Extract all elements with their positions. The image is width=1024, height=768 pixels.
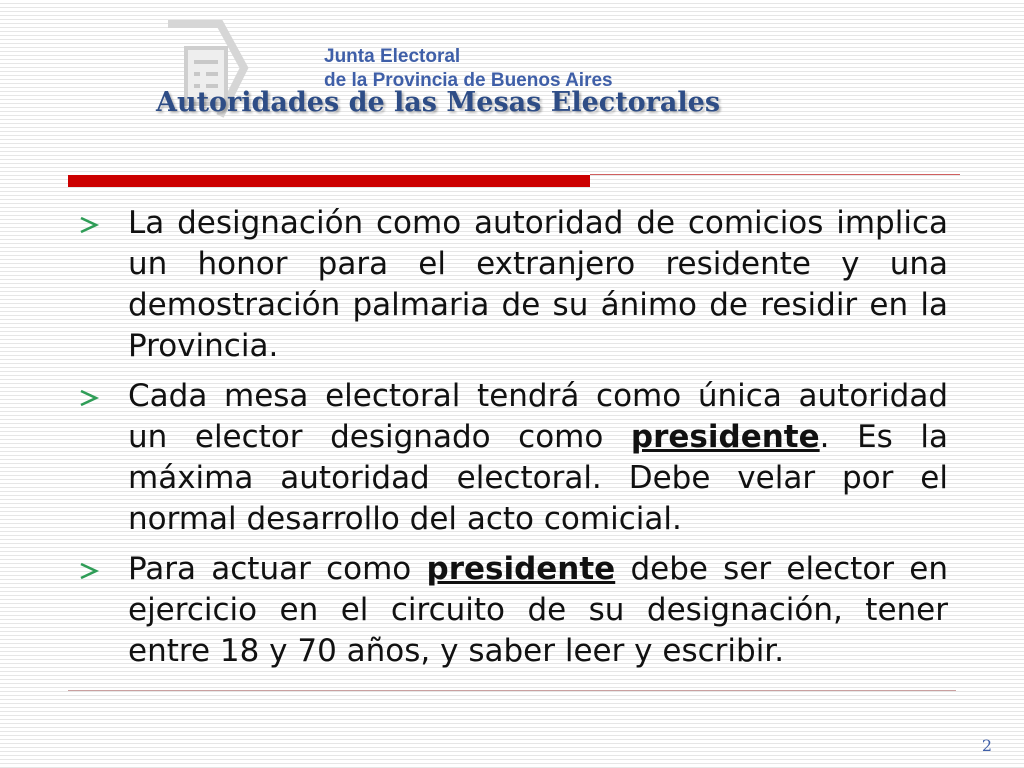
organization-name (324, 45, 613, 93)
emphasis-text: presidente (630, 419, 820, 455)
page-number: 2 (981, 736, 992, 755)
title-accent-bar (68, 175, 590, 187)
emphasis-text: presidente (426, 551, 616, 587)
bullet-text (128, 378, 948, 537)
slide-title: Autoridades de las Mesas Electorales (156, 87, 721, 118)
organization-name-line1: Junta Electoral (324, 46, 461, 67)
bullet-item (74, 549, 948, 672)
bullet-text-part: . Es la máxima autoridad electoral. Debe velar por el normal desarrollo del acto comicial. (128, 419, 948, 537)
arrow-bullet-icon (78, 562, 100, 580)
bullet-item (74, 203, 948, 367)
footer-divider-line (68, 690, 956, 691)
arrow-bullet-icon (78, 216, 100, 234)
bullet-list (74, 203, 948, 681)
bullet-item (74, 376, 948, 540)
bullet-text (128, 551, 948, 669)
bullet-text-part: debe ser elector en ejercicio en el circuito de su designación, tener entre 18 y 70 años, y saber leer y escribir. (128, 551, 948, 669)
bullet-text-part: Cada mesa electoral tendrá como única autoridad un elector designado como (128, 378, 948, 455)
bullet-text-part: La designación como autoridad de comicios implica un honor para el extranjero residente y una demostración palmaria de su ánimo de residir en la Provincia. (128, 205, 948, 364)
arrow-bullet-icon (78, 389, 100, 407)
title-divider-line (590, 174, 960, 175)
bullet-text-part: Para actuar como (128, 551, 427, 587)
organization-name-line2: de la Provincia de Buenos Aires (324, 70, 613, 91)
bullet-text (128, 205, 948, 364)
